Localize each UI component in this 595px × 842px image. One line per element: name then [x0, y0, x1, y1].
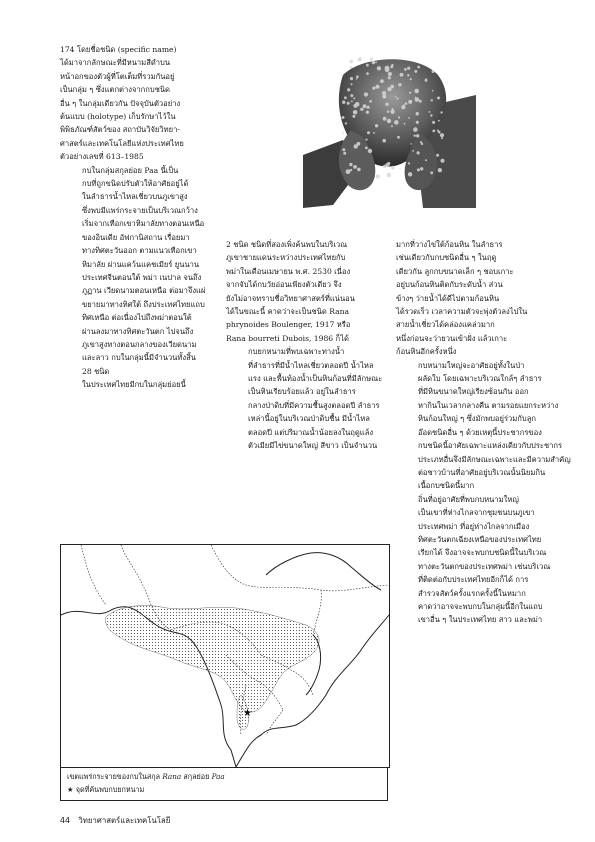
text-line: กบยกหนามที่พบเฉพาะทางน้ำ: [248, 347, 345, 357]
skin-tubercle: [375, 61, 377, 63]
skin-tubercle: [410, 78, 412, 80]
skin-tubercle: [438, 120, 440, 122]
text-line: จากจับได้กบวัยอ่อนเพียงตัวเดียว จึง: [226, 280, 342, 290]
text-line: ทิศเหนือ ต่อเนื่องไปถึงพม่าตอนใต้: [82, 313, 192, 323]
skin-tubercle: [429, 111, 431, 113]
text-line: ตัวเมียมีไข่ขนาดใหญ่ สีขาว เป็นจำนวน: [248, 441, 378, 451]
skin-tubercle: [368, 149, 372, 153]
skin-tubercle: [372, 61, 376, 65]
skin-tubercle: [360, 108, 363, 111]
star-icon: ★: [243, 708, 252, 719]
skin-tubercle: [376, 85, 380, 89]
skin-tubercle: [404, 123, 406, 125]
paragraph-habitat: [226, 345, 383, 452]
text-line: ได้ในขณะนี้ คาดว่าจะเป็นชนิด Rana: [226, 307, 350, 317]
text-line: อ๊อดชนิดอื่น ๆ ด้วยเหตุนี้ประชากรของ: [418, 427, 542, 437]
skin-tubercle: [395, 96, 397, 98]
skin-tubercle: [398, 116, 400, 118]
skin-tubercle: [351, 83, 353, 85]
text-line: ในลำธารน้ำไหลเชี่ยวบนภูเขาสูง: [82, 192, 188, 202]
skin-tubercle: [401, 105, 405, 109]
skin-tubercle: [413, 127, 418, 132]
skin-tubercle: [391, 111, 394, 114]
skin-tubercle: [380, 79, 384, 83]
text-line: ทิศตะวันตกเฉียงเหนือของประเทศไทย: [418, 534, 542, 544]
text-line: ตลอดปี แต่ปริมาณน้ำน้อยลงในฤดูแล้ง: [248, 427, 374, 437]
page-footer: [60, 815, 176, 827]
skin-tubercle: [425, 79, 428, 82]
skin-tubercle: [407, 67, 410, 70]
text-line: ประเภทอื่นจึงมีลักษณะเฉพาะและมีความสำคัญ: [418, 454, 571, 464]
skin-tubercle: [376, 174, 380, 178]
skin-tubercle: [438, 168, 442, 172]
text-line: ที่ลำธารที่มีน้ำไหลเชี่ยวตลอดปี น้ำไหล: [248, 360, 374, 370]
text-line: ยังไม่อาจทราบชื่อวิทยาศาสตร์ที่แน่นอน: [226, 293, 355, 303]
skin-tubercle: [408, 100, 412, 104]
skin-tubercle: [440, 111, 442, 113]
text-line: ที่มีหินขนาดใหญ่เรียงซ้อนกัน ออก: [418, 387, 529, 397]
paragraph-breeding: [396, 238, 542, 359]
skin-tubercle: [414, 135, 416, 137]
text-line: อื่น ๆ ในกลุ่มเดียวกัน ปัจจุบันตัวอย่าง: [60, 98, 181, 108]
skin-tubercle: [369, 100, 372, 103]
skin-tubercle: [345, 122, 347, 124]
frog-specimen-photo: [303, 45, 476, 208]
text-column-1: [60, 43, 212, 392]
text-line: ศาสตร์และเทคโนโลยีแห่งประเทศไทย: [60, 138, 184, 148]
skin-tubercle: [377, 66, 381, 70]
skin-tubercle: [415, 97, 417, 99]
text-line: ภูเขาชายแดนระหว่างประเทศไทยกับ: [226, 253, 346, 263]
text-line: กบชนิดนี้อาศัยเฉพาะแหล่งเดียวกับประชากร: [418, 441, 563, 451]
skin-tubercle: [342, 101, 345, 104]
skin-tubercle: [398, 83, 401, 86]
skin-tubercle: [350, 66, 352, 68]
skin-tubercle: [417, 151, 420, 154]
map-legend-text: จุดที่ค้นพบกบยกหนาม: [75, 785, 145, 794]
paragraph-second-species: [226, 238, 374, 345]
skin-tubercle: [437, 97, 440, 100]
skin-tubercle: [352, 115, 355, 118]
text-line: ถิ่นที่อยู่อาศัยที่พบกบหนามใหญ่: [418, 494, 519, 504]
text-line: ได้มาจากลักษณะที่มีหนามสีดำบน: [60, 58, 171, 68]
text-line: เหล่านี้อยู่ในบริเวณป่าดิบชื้น มีน้ำไหล: [248, 414, 370, 424]
skin-tubercle: [440, 133, 444, 137]
skin-tubercle: [344, 96, 347, 99]
skin-tubercle: [430, 114, 432, 116]
skin-tubercle: [365, 139, 367, 141]
skin-tubercle: [437, 130, 439, 132]
skin-tubercle: [342, 116, 345, 119]
skin-tubercle: [391, 108, 393, 110]
skin-tubercle: [416, 121, 419, 124]
skin-tubercle: [350, 94, 353, 97]
paragraph-thailand-species: [60, 378, 212, 391]
text-line: 174 โดยชื่อชนิด (specific name): [60, 45, 177, 54]
text-line: หินก้อนใหญ่ ๆ ซึ่งมักพบอยู่ร่วมกับลูก: [418, 414, 536, 424]
skin-tubercle: [382, 139, 386, 143]
text-line: ข้างๆ ว่ายน้ำได้ดีไปตามก้อนหิน: [396, 293, 500, 303]
skin-tubercle: [419, 100, 422, 103]
text-line: หิมาลัย ผ่านแคว้นแคชเมียร์ ยูนนาน: [82, 259, 200, 269]
text-line: หากินในเวลากลางคืน ตามรอยแยกระหว่าง: [418, 400, 559, 410]
skin-tubercle: [409, 92, 411, 94]
skin-tubercle: [432, 90, 434, 92]
skin-tubercle: [364, 105, 366, 107]
text-line: กบที่ถูกขนิดปรับตัวให้อาศัยอยู่ได้: [82, 179, 189, 189]
skin-tubercle: [367, 106, 370, 109]
skin-tubercle: [416, 112, 419, 115]
skin-tubercle: [387, 119, 391, 123]
text-line: ซึ่งพบมีแพร่กระจายเป็นบริเวณกว้าง: [82, 205, 198, 215]
page-number: 44: [60, 816, 70, 825]
skin-tubercle: [391, 125, 393, 127]
skin-tubercle: [347, 102, 350, 105]
skin-tubercle: [350, 60, 353, 63]
skin-tubercle: [432, 130, 435, 133]
skin-tubercle: [417, 66, 420, 69]
skin-tubercle: [432, 121, 435, 124]
text-line: 28 ชนิด: [82, 366, 110, 376]
skin-tubercle: [394, 120, 399, 125]
paragraph-distribution: [60, 164, 212, 379]
text-line: สายน้ำเชี่ยวได้คล่องแคล่วมาก: [396, 320, 495, 330]
text-line: ต่อชาวบ้านที่อาศัยอยู่บริเวณนั้นนิยมกิน: [418, 467, 546, 477]
text-line: เรียกได้ จึงอาจจะพบกบชนิดนี้ในบริเวณ: [418, 548, 547, 558]
skin-tubercle: [367, 131, 370, 134]
text-line: เป็นหินเรียบร้อยแล้ว อยู่ในลำธาร: [248, 387, 356, 397]
skin-tubercle: [356, 78, 358, 80]
skin-tubercle: [366, 64, 369, 67]
text-line: ต้นแบบ (holotype) เก็บรักษาไว้ใน: [60, 112, 176, 122]
map-caption: [60, 767, 388, 801]
skin-tubercle: [441, 159, 445, 163]
skin-tubercle: [349, 163, 352, 166]
skin-tubercle: [342, 148, 345, 151]
skin-tubercle: [343, 152, 346, 155]
distribution-map: [60, 544, 390, 768]
text-line: สำรวจสัตว์ครั้งแรกครั้งนี้ในหมาก: [418, 588, 526, 598]
skin-tubercle: [388, 72, 392, 76]
skin-tubercle: [382, 94, 386, 98]
text-line: Rana bourreti Dubois, 1986 ก็ได้: [226, 333, 349, 343]
paragraph-holotype: [60, 43, 212, 164]
text-line: ที่ติดต่อกับประเทศไทยอีกก็ได้ การ: [418, 575, 529, 585]
skin-tubercle: [383, 117, 387, 121]
text-line: phrynoides Boulenger, 1917 หรือ: [226, 320, 351, 330]
text-line: กบในกลุ่มสกุลย่อย Paa นี้เป็น: [82, 165, 179, 175]
skin-tubercle: [358, 57, 362, 61]
skin-tubercle: [430, 171, 433, 174]
skin-tubercle: [357, 168, 361, 172]
skin-tubercle: [353, 110, 358, 115]
text-column-3: [396, 238, 571, 627]
map-caption-title: เขตแพร่กระจายของกบในสกุล Rana สกุลย่อย Paa: [67, 772, 225, 781]
text-line: ผลัดใบ โดยเฉพาะบริเวณใกล้ๆ ลำธาร: [418, 374, 542, 384]
skin-tubercle: [390, 65, 393, 68]
skin-tubercle: [408, 172, 412, 176]
text-line: เป็นเขาที่ห่างไกลจากชุมชนบนภูเขา: [418, 508, 535, 518]
text-line: ภูเขาสูงทางตอนกลางของเวียดนาม: [82, 339, 197, 349]
text-line: เช่นเดียวกับกบชนิดอื่น ๆ ในฤดู: [396, 253, 497, 263]
skin-tubercle: [366, 72, 369, 75]
skin-tubercle: [410, 143, 412, 145]
skin-tubercle: [397, 136, 400, 139]
skin-tubercle: [385, 66, 390, 71]
text-line: พิพิธภัณฑ์สัตว์ของ สถาบันวิจัยวิทยา-: [60, 125, 180, 135]
text-line: เริ่มจากเทือกเขาหิมาลัยทางตอนเหนือ: [82, 219, 205, 229]
skin-tubercle: [420, 141, 422, 143]
text-line: ในประเทศไทยมีกบในกลุ่มย่อยนี้: [82, 380, 186, 390]
text-line: คาดว่าอาจจะพบกบในกลุ่มนี้อีกในแถบ: [418, 601, 543, 611]
skin-tubercle: [342, 132, 344, 134]
text-line: เขาอื่น ๆ ในประเทศไทย สาว และพม่า: [418, 615, 543, 625]
skin-tubercle: [414, 70, 417, 73]
paragraph-behavior: [396, 359, 571, 493]
skin-tubercle: [404, 68, 407, 71]
skin-tubercle: [403, 104, 405, 106]
skin-tubercle: [364, 92, 368, 96]
skin-tubercle: [408, 117, 410, 119]
skin-tubercle: [353, 165, 357, 169]
skin-tubercle: [373, 132, 375, 134]
skin-tubercle: [412, 150, 414, 152]
text-line: ก้อนหินอีกครั้งหนึ่ง: [396, 347, 457, 357]
map-legend: [67, 783, 387, 796]
text-line: อยู่บนก้อนหินติดกับระดับน้ำ ส่วน: [396, 280, 503, 290]
skin-tubercle: [408, 162, 410, 164]
journal-title: วิทยาศาสตร์และเทคโนโลยี: [78, 816, 171, 825]
skin-tubercle: [400, 73, 404, 77]
text-line: พม่าในเดือนเมษายน พ.ศ. 2530 เนื่อง: [226, 266, 351, 276]
skin-tubercle: [347, 88, 350, 91]
text-line: กบหนามใหญ่จะอาศัยอยู่ทั้งในป่า: [418, 360, 525, 370]
skin-tubercle: [385, 103, 388, 106]
text-line: เป็นกลุ่ม ๆ ซึ่งแตกต่างจากกบชนิด: [60, 85, 170, 95]
text-line: ทางตะวันตกของประเทศพม่า เช่นบริเวณ: [418, 561, 551, 571]
text-line: 2 ชนิด ชนิดที่สองเพิ่งค้นพบในบริเวณ: [226, 240, 348, 249]
skin-tubercle: [350, 77, 353, 80]
skin-tubercle: [416, 134, 419, 137]
skin-tubercle: [350, 169, 352, 171]
skin-tubercle: [414, 89, 419, 94]
skin-tubercle: [372, 87, 375, 90]
skin-tubercle: [417, 168, 420, 171]
skin-tubercle: [370, 58, 373, 61]
text-line: ภูฏาน เวียดนามตอนเหนือ ต่อมาจึงแผ่: [82, 286, 206, 296]
skin-tubercle: [425, 159, 427, 161]
text-line: ทางทิศตะวันออก ตามแนวเทือกเขา: [82, 246, 197, 256]
text-column-2: [226, 238, 383, 453]
skin-tubercle: [387, 173, 391, 177]
skin-tubercle: [383, 165, 386, 168]
skin-tubercle: [436, 154, 439, 157]
skin-tubercle: [431, 99, 433, 101]
skin-tubercle: [366, 111, 369, 114]
skin-tubercle: [388, 162, 390, 164]
text-line: เนื้อกบชนิดนี้มาก: [418, 481, 475, 491]
text-line: หนึ่งก่อนจะว่ายวนเข้าฝั่ง แล้วเกาะ: [396, 333, 508, 343]
skin-tubercle: [407, 74, 409, 76]
paragraph-range: [396, 493, 551, 627]
skin-tubercle: [420, 167, 423, 170]
skin-tubercle: [387, 87, 391, 91]
text-line: เดียวกัน ลูกกบขนาดเล็ก ๆ ชอบเกาะ: [396, 266, 514, 276]
skin-tubercle: [351, 100, 353, 102]
text-line: มากที่วางไข่ใต้ก้อนหิน ในลำธาร: [396, 240, 503, 249]
skin-tubercle: [405, 102, 408, 105]
text-line: ประเทศพม่า ที่อยู่ห่างไกลจากเมือง: [418, 521, 530, 531]
text-line: แรง และพื้นท้องน้ำเป็นหินก้อนที่มีลักษณะ: [248, 374, 383, 384]
text-line: กลางป่าดิบที่มีความชื้นสูงตลอดปี ลำธาร: [248, 400, 380, 410]
skin-tubercle: [441, 137, 443, 139]
skin-tubercle: [346, 169, 351, 174]
text-line: ผ่านลงมาทางทิศตะวันตก ไปจนถึง: [82, 326, 194, 336]
skin-tubercle: [365, 147, 368, 150]
text-line: ประเทศจีนตอนใต้ พม่า เนปาล จนถึง: [82, 272, 202, 282]
text-line: ขยายมาทางทิศใต้ ถึงประเทศไทยแถบ: [82, 299, 205, 309]
text-line: ตัวอย่างเลขที่ 613–1985: [60, 152, 144, 162]
skin-tubercle: [391, 166, 395, 170]
skin-tubercle: [432, 70, 435, 73]
star-icon: ★: [67, 785, 74, 794]
skin-tubercle: [353, 97, 355, 99]
skin-tubercle: [387, 111, 389, 113]
text-line: หน้าอกของตัวผู้ที่โตเต็มที่รวมกันอยู่: [60, 71, 175, 81]
text-line: ได้รวดเร็ว เวลาความตัวจะพุ่งตัวลงไปใน: [396, 307, 528, 317]
skin-tubercle: [356, 75, 359, 78]
skin-tubercle: [388, 76, 391, 79]
skin-tubercle: [399, 168, 401, 170]
text-line: ของอินเดีย อัฟกานิสถาน เรื่อยมา: [82, 232, 190, 242]
skin-tubercle: [397, 98, 399, 100]
skin-tubercle: [355, 102, 360, 107]
text-line: และลาว กบในกลุ่มนี้มีจำนวนทั้งสิ้น: [82, 353, 196, 363]
skin-tubercle: [375, 124, 378, 127]
skin-tubercle: [354, 144, 358, 148]
